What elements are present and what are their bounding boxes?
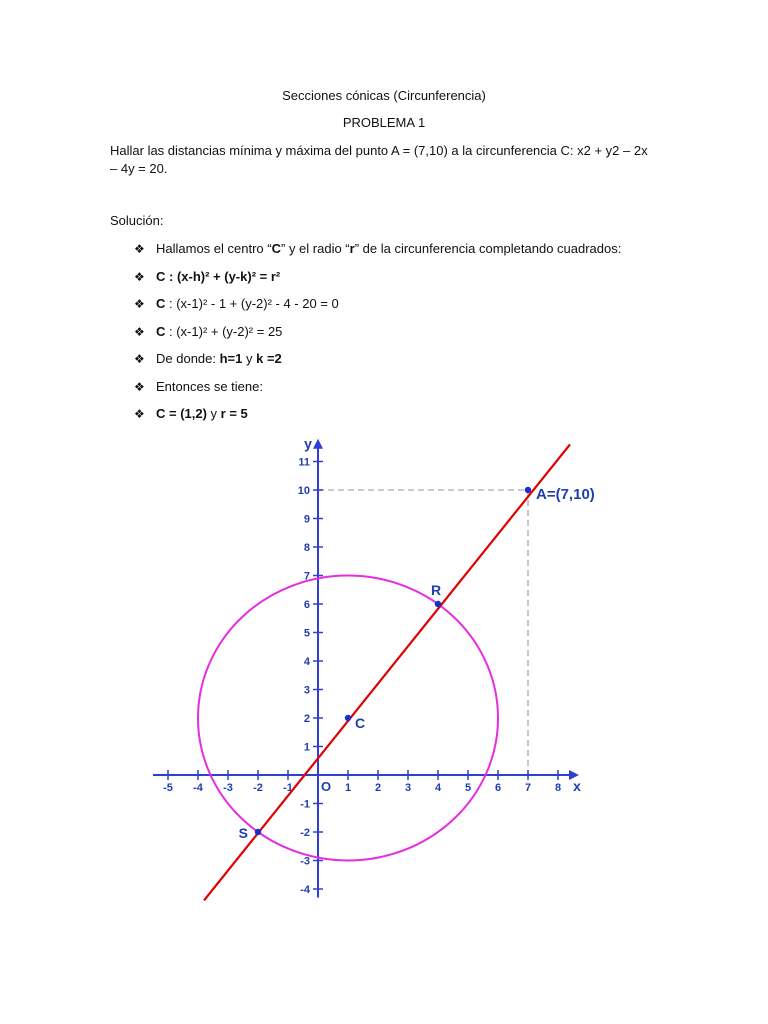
y-tick-label: -4 (300, 884, 310, 896)
y-tick-label: 1 (303, 741, 310, 754)
y-axis-label: y (304, 435, 312, 452)
x-axis-label: x (573, 778, 581, 794)
y-tick-label: -1 (300, 798, 310, 811)
point-marker (525, 487, 531, 493)
x-tick-label: 5 (464, 782, 472, 794)
x-tick-label: -5 (163, 782, 173, 794)
step-text-part: Hallamos el centro “ (156, 241, 272, 256)
origin-label: O (320, 779, 332, 794)
step-text-part: : (x-1)² + (y-2)² = 25 (165, 323, 283, 339)
step-text-part: C (156, 296, 166, 311)
x-tick-label: 8 (554, 782, 562, 794)
y-tick-label: 9 (303, 513, 310, 526)
step-text-part: r = 5 (220, 406, 248, 421)
diamond-bullet-icon: ❖ (134, 407, 145, 421)
point-marker (345, 715, 351, 721)
step-text-part: De donde: (156, 351, 220, 366)
point-label: S (238, 825, 248, 841)
step-text-part: : (x-1)² - 1 + (y-2)² - 4 - 20 = 0 (165, 296, 339, 311)
point-marker (435, 601, 441, 607)
point-marker (255, 829, 261, 835)
step-text-part: h=1 (219, 351, 243, 366)
document-title: Secciones cónicas (Circunferencia) (282, 88, 486, 103)
y-tick-label: 6 (303, 599, 310, 611)
step-text-part: C (156, 323, 166, 339)
x-tick-label: -3 (223, 782, 233, 794)
step-text-part: ” y el radio “ (281, 241, 350, 256)
y-tick-label: 2 (303, 713, 310, 725)
step-text-part: ” de la circunferencia completando cuadrados: (354, 241, 622, 256)
point-label: A=(7,10) (536, 486, 595, 503)
step-text-part: C (271, 241, 281, 256)
diamond-bullet-icon: ❖ (134, 269, 145, 284)
x-tick-label: 7 (524, 782, 532, 794)
diamond-bullet-icon: ❖ (134, 297, 145, 311)
diamond-bullet-icon: ❖ (134, 352, 145, 366)
x-tick-label: 4 (434, 782, 442, 794)
y-tick-label: 4 (303, 656, 310, 668)
y-axis-arrow-icon (313, 439, 323, 449)
step-text-part: Entonces se tiene: (156, 378, 263, 394)
y-tick-label: 3 (303, 684, 310, 697)
step-text-part: C : (x-h)² + (y-k)² = r² (156, 268, 281, 284)
step-text-part: y (242, 351, 257, 366)
diamond-bullet-icon: ❖ (134, 242, 145, 256)
x-tick-label: 6 (494, 782, 502, 794)
y-tick-label: 11 (298, 456, 310, 469)
point-label: C (355, 715, 366, 731)
x-tick-label: 1 (344, 782, 352, 794)
y-tick-label: -2 (300, 827, 310, 839)
x-tick-label: 2 (374, 782, 382, 794)
step-text-part: y (206, 406, 221, 421)
y-tick-label: 10 (297, 485, 310, 497)
problem-statement: Hallar las distancias mínima y máxima del punto A = (7,10) a la circunferencia C: x2 + y2 – 2x – 4y = 20. (110, 143, 648, 176)
diamond-bullet-icon: ❖ (134, 379, 145, 394)
x-tick-label: -1 (283, 782, 293, 794)
solution-label: Solución: (110, 213, 164, 228)
x-tick-label: -4 (193, 782, 203, 794)
step-text-part: r (349, 241, 355, 256)
x-tick-label: 3 (404, 782, 412, 794)
step-text-part: C = (1,2) (156, 406, 207, 421)
step-text-part: k =2 (256, 351, 282, 366)
x-tick-label: -2 (253, 782, 263, 794)
diamond-bullet-icon: ❖ (134, 324, 145, 339)
y-tick-label: 5 (303, 627, 310, 640)
y-tick-label: 7 (303, 570, 310, 583)
problem-label: PROBLEMA 1 (342, 115, 426, 130)
y-tick-label: 8 (303, 542, 310, 554)
point-label: R (430, 582, 442, 598)
y-tick-label: -3 (300, 855, 310, 868)
